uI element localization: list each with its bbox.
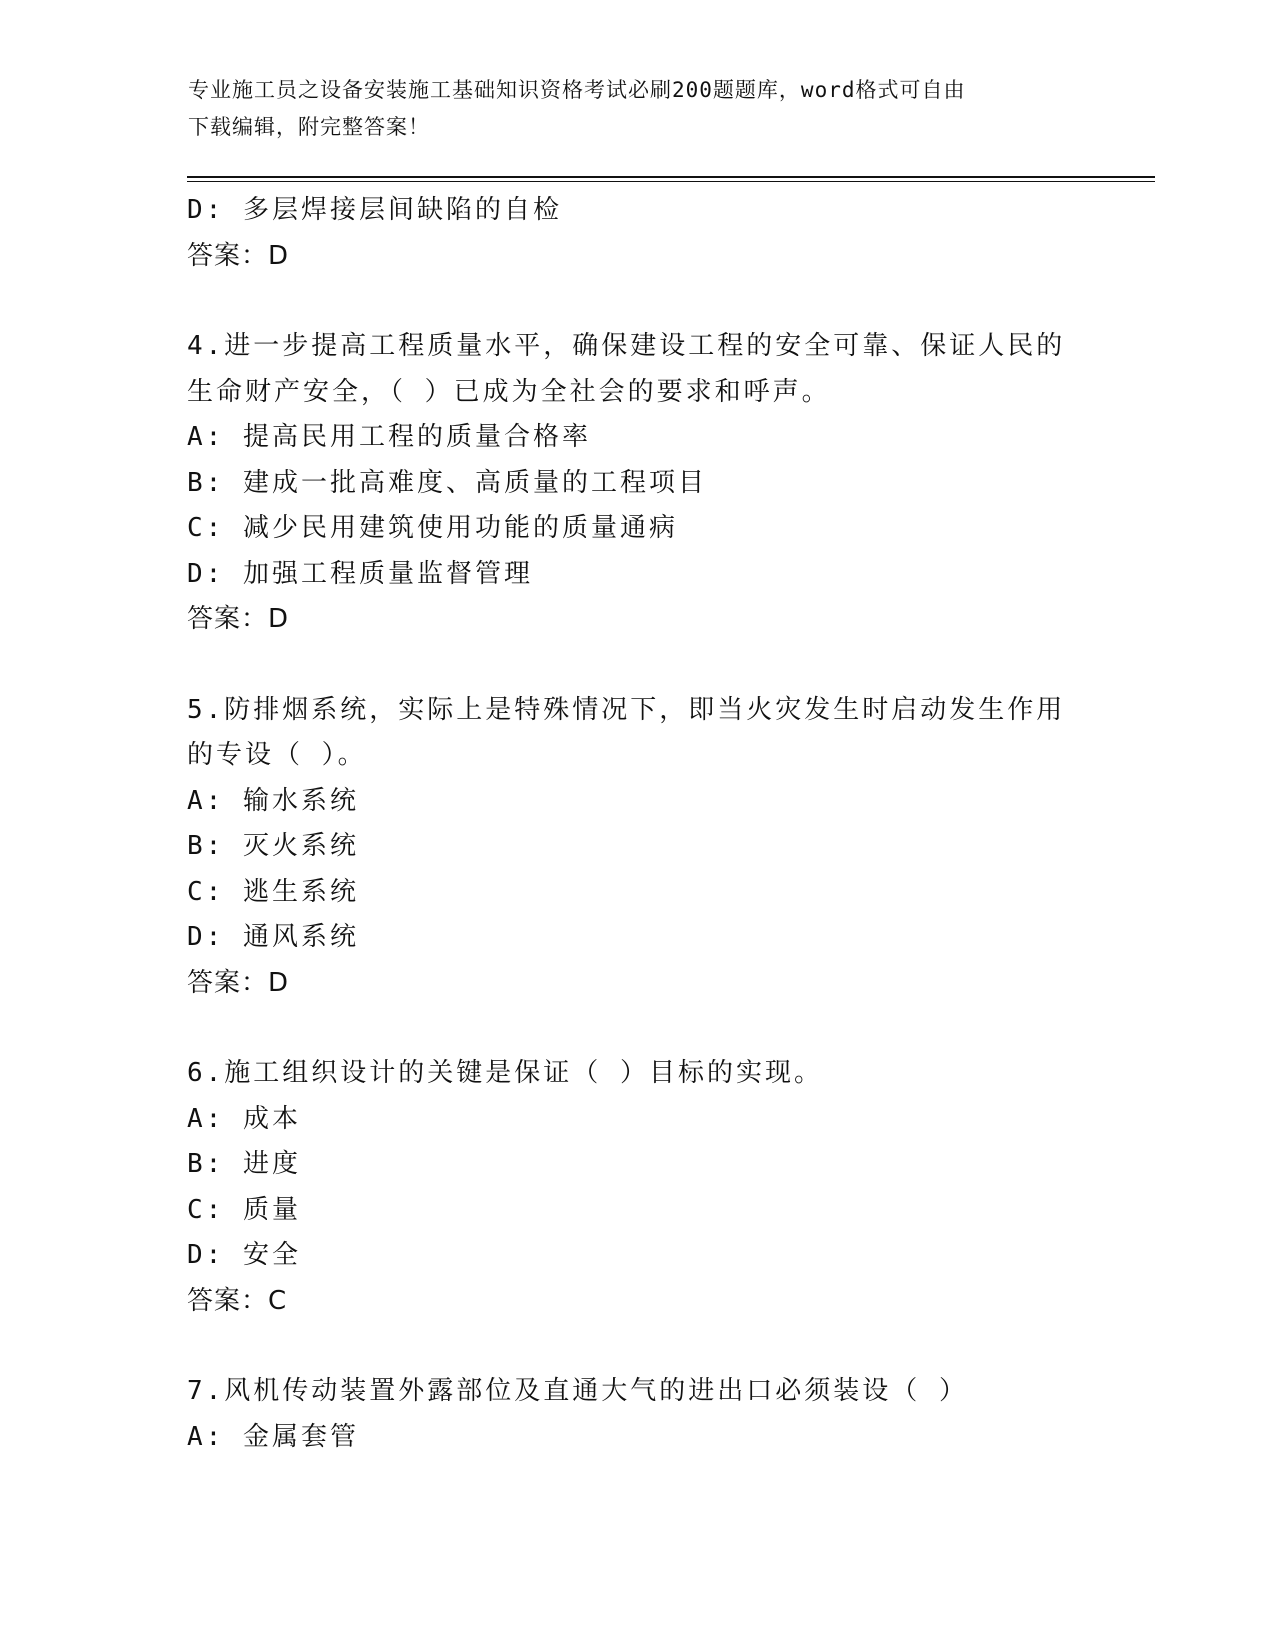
- question-stem: 6.施工组织设计的关键是保证（ ）目标的实现。: [187, 1058, 823, 1088]
- header-line-2: 下载编辑，附完整答案！: [188, 115, 430, 139]
- option-d: D: 通风系统: [187, 922, 359, 952]
- option-a: A: 成本: [187, 1103, 301, 1134]
- question-7: [187, 1369, 1087, 1460]
- document-header: [188, 72, 1068, 146]
- spacer: [187, 279, 1087, 324]
- spacer: [187, 643, 1087, 688]
- question-content: [187, 188, 1087, 1460]
- answer: 答案：D: [187, 604, 290, 634]
- question-stem: 4.进一步提高工程质量水平，确保建设工程的安全可靠、保证人民的: [187, 331, 1066, 361]
- option-d: D: 加强工程质量监督管理: [187, 558, 533, 589]
- header-divider-thin: [187, 181, 1155, 182]
- option-d: D: 安全: [187, 1240, 301, 1270]
- option-b: B: 建成一批高难度、高质量的工程项目: [187, 467, 707, 498]
- question-6: [187, 1051, 1087, 1324]
- option-a: A: 金属套管: [187, 1421, 359, 1452]
- option-b: B: 灭火系统: [187, 831, 359, 861]
- option-c: C: 减少民用建筑使用功能的质量通病: [187, 513, 678, 543]
- option-d: D: 多层焊接层间缺陷的自检: [187, 195, 562, 225]
- option-a: A: 输水系统: [187, 785, 359, 816]
- answer: 答案：D: [187, 967, 290, 998]
- header-line-1: 专业施工员之设备安装施工基础知识资格考试必刷200题题库，word格式可自由: [188, 78, 966, 102]
- question-stem-continued: 的专设（ ）。: [187, 740, 367, 770]
- question-3-tail: [187, 188, 1087, 279]
- option-c: C: 质量: [187, 1194, 301, 1225]
- answer: 答案：D: [187, 240, 290, 271]
- question-stem-continued: 生命财产安全，（ ）已成为全社会的要求和呼声。: [187, 376, 831, 407]
- spacer: [187, 1006, 1087, 1051]
- answer: 答案：C: [187, 1285, 288, 1316]
- option-b: B: 进度: [187, 1149, 301, 1179]
- question-stem: 7.风机传动装置外露部位及直通大气的进出口必须装设（ ）: [187, 1376, 968, 1406]
- question-stem: 5.防排烟系统，实际上是特殊情况下，即当火灾发生时启动发生作用: [187, 694, 1066, 725]
- spacer: [187, 1324, 1087, 1369]
- header-divider-thick: [187, 176, 1155, 178]
- option-c: C: 逃生系统: [187, 876, 359, 907]
- option-a: A: 提高民用工程的质量合格率: [187, 422, 591, 452]
- question-4: [187, 324, 1087, 643]
- question-5: [187, 688, 1087, 1007]
